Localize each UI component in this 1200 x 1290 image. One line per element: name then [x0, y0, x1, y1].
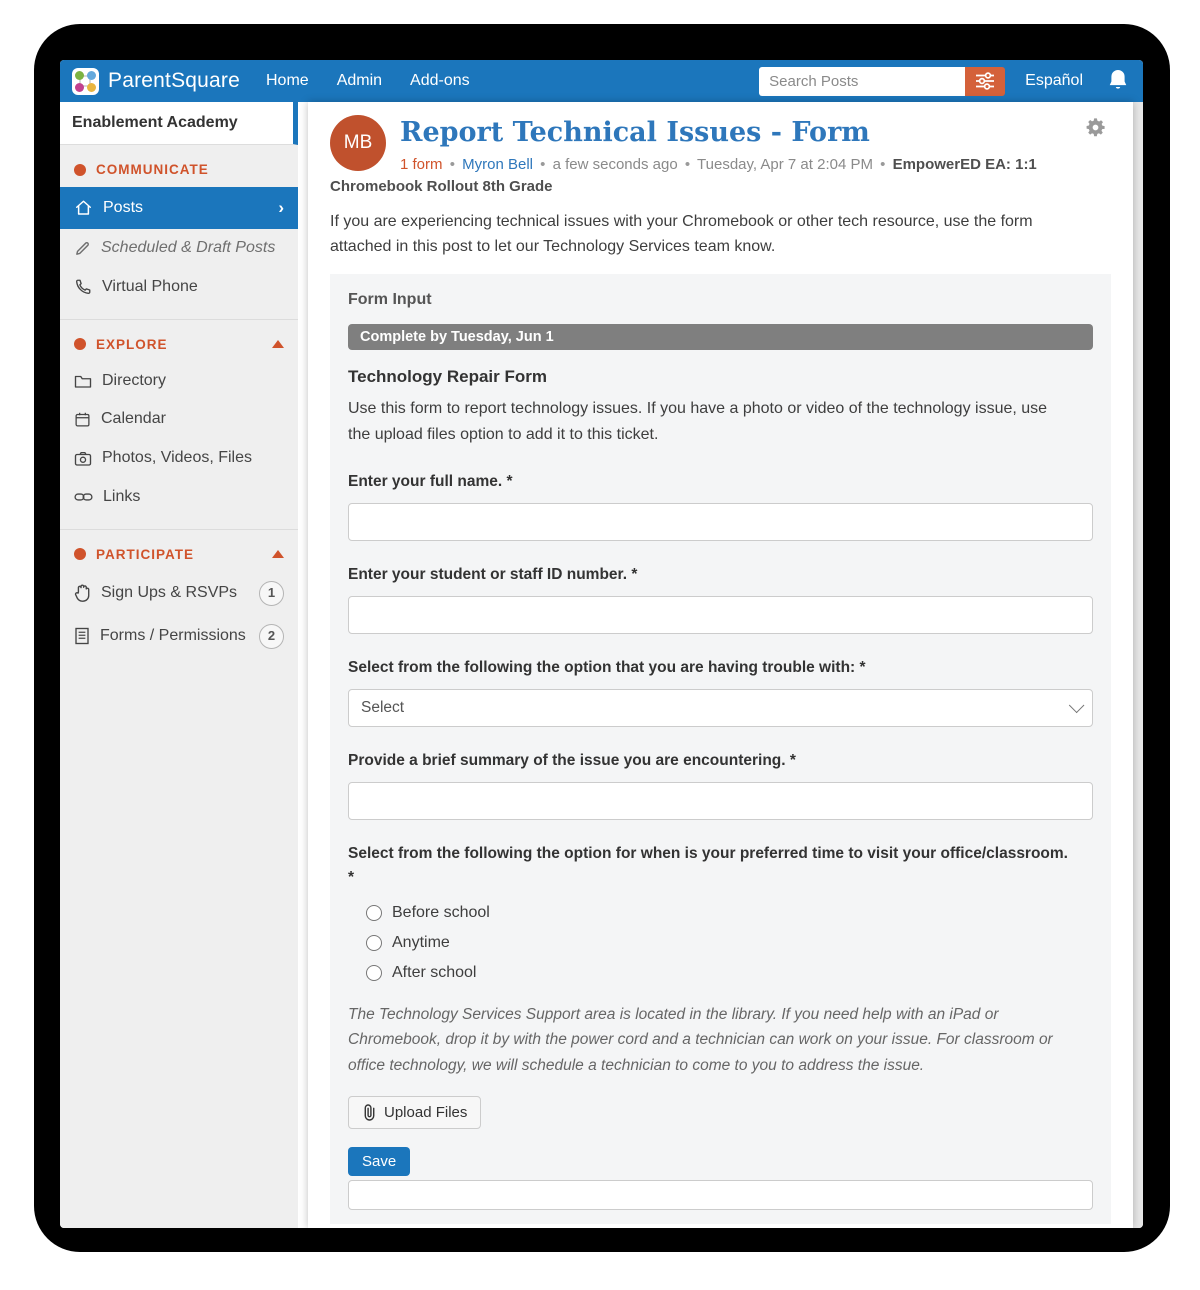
form-input-panel	[330, 274, 1111, 1224]
forms-count-badge: 2	[259, 624, 284, 649]
chevron-right-icon: ›	[278, 198, 284, 217]
collapse-triangle-icon[interactable]	[272, 340, 284, 348]
folder-icon	[74, 373, 92, 389]
chevron-down-icon	[1069, 698, 1085, 714]
pencil-icon	[74, 240, 91, 257]
sidebar	[60, 102, 298, 1228]
form-count-link[interactable]: 1 form	[400, 156, 443, 174]
required-asterisk: *	[506, 472, 513, 490]
school-name[interactable]: Enablement Academy	[60, 102, 298, 145]
sidebar-item-photos-videos-files[interactable]	[60, 439, 298, 478]
post-title: Report Technical Issues - Form	[400, 117, 870, 148]
gear-icon[interactable]	[1084, 116, 1107, 139]
post-body-text: If you are experiencing technical issues with your Chromebook or other tech resource, use the form attached in this post to let our Technology Services team know.	[330, 212, 1033, 256]
search-filter-button[interactable]	[965, 67, 1005, 96]
radio-circle-icon[interactable]	[366, 905, 382, 921]
sidebar-item-forms-permissions[interactable]	[60, 615, 298, 658]
comment-input[interactable]	[348, 1180, 1093, 1210]
radio-circle-icon[interactable]	[366, 965, 382, 981]
sidebar-content-gutter	[298, 102, 308, 1228]
save-button[interactable]: Save	[348, 1147, 410, 1176]
sidebar-section-explore: EXPLORE	[60, 320, 298, 362]
section-dot-icon	[74, 164, 86, 176]
required-asterisk: *	[789, 751, 796, 769]
radio-option-after-school[interactable]: After school	[366, 964, 1093, 982]
sidebar-item-label: Scheduled & Draft Posts	[101, 239, 276, 257]
sidebar-item-label: Links	[103, 488, 141, 506]
author-avatar[interactable]: MB	[330, 115, 386, 171]
field-label-id-number: Enter your student or staff ID number. *	[348, 565, 638, 583]
sidebar-item-scheduled-draft-posts[interactable]	[60, 229, 298, 268]
section-dot-icon	[74, 548, 86, 560]
section-dot-icon	[74, 338, 86, 350]
home-icon	[74, 199, 93, 217]
sidebar-item-directory[interactable]	[60, 362, 298, 401]
language-toggle[interactable]: Español	[1025, 72, 1083, 89]
right-edge-strip	[1133, 102, 1143, 1228]
paperclip-icon	[362, 1104, 377, 1121]
field-label-issue-summary: Provide a brief summary of the issue you are encountering. *	[348, 751, 796, 769]
trouble-option-select[interactable]	[348, 689, 1093, 727]
radio-option-before-school[interactable]: Before school	[366, 904, 1093, 922]
sidebar-item-label: Directory	[102, 371, 167, 389]
post-timestamp: Tuesday, Apr 7 at 2:04 PM	[697, 156, 873, 174]
notifications-bell-icon[interactable]	[1107, 69, 1129, 93]
sidebar-item-links[interactable]	[60, 478, 298, 517]
required-asterisk: *	[348, 868, 355, 886]
app-window	[60, 60, 1143, 1228]
search-posts-group	[759, 67, 1005, 96]
full-name-input[interactable]	[348, 503, 1093, 541]
author-link[interactable]: Myron Bell	[462, 156, 533, 174]
group-name-part2: Chromebook Rollout 8th Grade	[330, 177, 553, 195]
brand-name[interactable]: ParentSquare	[108, 69, 240, 92]
sidebar-section-participate: PARTICIPATE	[60, 530, 298, 572]
nav-admin[interactable]: Admin	[336, 72, 383, 89]
sidebar-item-label: Calendar	[101, 410, 166, 428]
required-asterisk: *	[859, 658, 866, 676]
radio-option-anytime[interactable]: Anytime	[366, 934, 1093, 952]
field-label-preferred-time: Select from the following the option for when is your preferred time to visit your office/classroom. *	[348, 844, 1068, 886]
form-description: Use this form to report technology issues. If you have a photo or video of the technology issue, use the upload files option to add it to this ticket.	[348, 400, 1048, 443]
top-navbar	[60, 60, 1143, 102]
sidebar-item-label: Sign Ups & RSVPs	[101, 583, 238, 601]
link-icon	[74, 490, 93, 504]
sidebar-item-label: Photos, Videos, Files	[102, 449, 253, 467]
field-label-full-name: Enter your full name. *	[348, 472, 513, 490]
camera-icon	[74, 451, 92, 467]
sidebar-section-communicate: COMMUNICATE	[60, 145, 298, 187]
time-ago: a few seconds ago	[552, 156, 678, 174]
preferred-time-radio-group	[366, 904, 1093, 982]
sidebar-item-calendar[interactable]	[60, 400, 298, 439]
sidebar-item-label: Forms / Permissions	[100, 626, 246, 644]
sidebar-item-virtual-phone[interactable]	[60, 268, 298, 307]
parentsquare-logo-icon[interactable]	[72, 68, 99, 95]
collapse-triangle-icon[interactable]	[272, 550, 284, 558]
required-asterisk: *	[631, 565, 638, 583]
form-title: Technology Repair Form	[348, 367, 547, 387]
sidebar-item-label: Virtual Phone	[102, 277, 198, 295]
post-meta: 1 form • Myron Bell • a few seconds ago • Tuesday, Apr 7 at 2:04 PM • EmpowerED EA: 1:1	[400, 156, 1037, 174]
search-input[interactable]	[759, 67, 965, 96]
sliders-icon	[975, 72, 995, 90]
group-name-part1: EmpowerED EA: 1:1	[892, 156, 1037, 174]
nav-addons[interactable]: Add-ons	[410, 72, 470, 89]
hand-icon	[74, 584, 91, 602]
signups-count-badge: 1	[259, 581, 284, 606]
id-number-input[interactable]	[348, 596, 1093, 634]
sidebar-item-posts[interactable]	[60, 187, 298, 229]
field-label-trouble-option: Select from the following the option that you are having trouble with: *	[348, 658, 866, 676]
select-value: Select	[361, 698, 405, 716]
post-detail-panel	[308, 102, 1133, 1228]
sidebar-item-signups-rsvps[interactable]	[60, 572, 298, 615]
deadline-banner: Complete by Tuesday, Jun 1	[348, 324, 1093, 350]
support-location-note: The Technology Services Support area is located in the library. If you need help with an iPad or Chromebook, drop it by with the power cord and a technician can work on your issue. For classroom or office technology, we will schedule a technician to come to you to address the issue.	[348, 1005, 1053, 1074]
upload-files-button[interactable]: Upload Files	[348, 1096, 481, 1129]
form-document-icon	[74, 627, 90, 645]
form-input-heading: Form Input	[348, 291, 432, 309]
phone-icon	[74, 278, 92, 296]
sidebar-item-label: Posts	[103, 198, 144, 216]
main-nav	[266, 72, 470, 90]
radio-circle-icon[interactable]	[366, 935, 382, 951]
calendar-icon	[74, 411, 91, 428]
issue-summary-input[interactable]	[348, 782, 1093, 820]
nav-home[interactable]: Home	[266, 72, 309, 89]
